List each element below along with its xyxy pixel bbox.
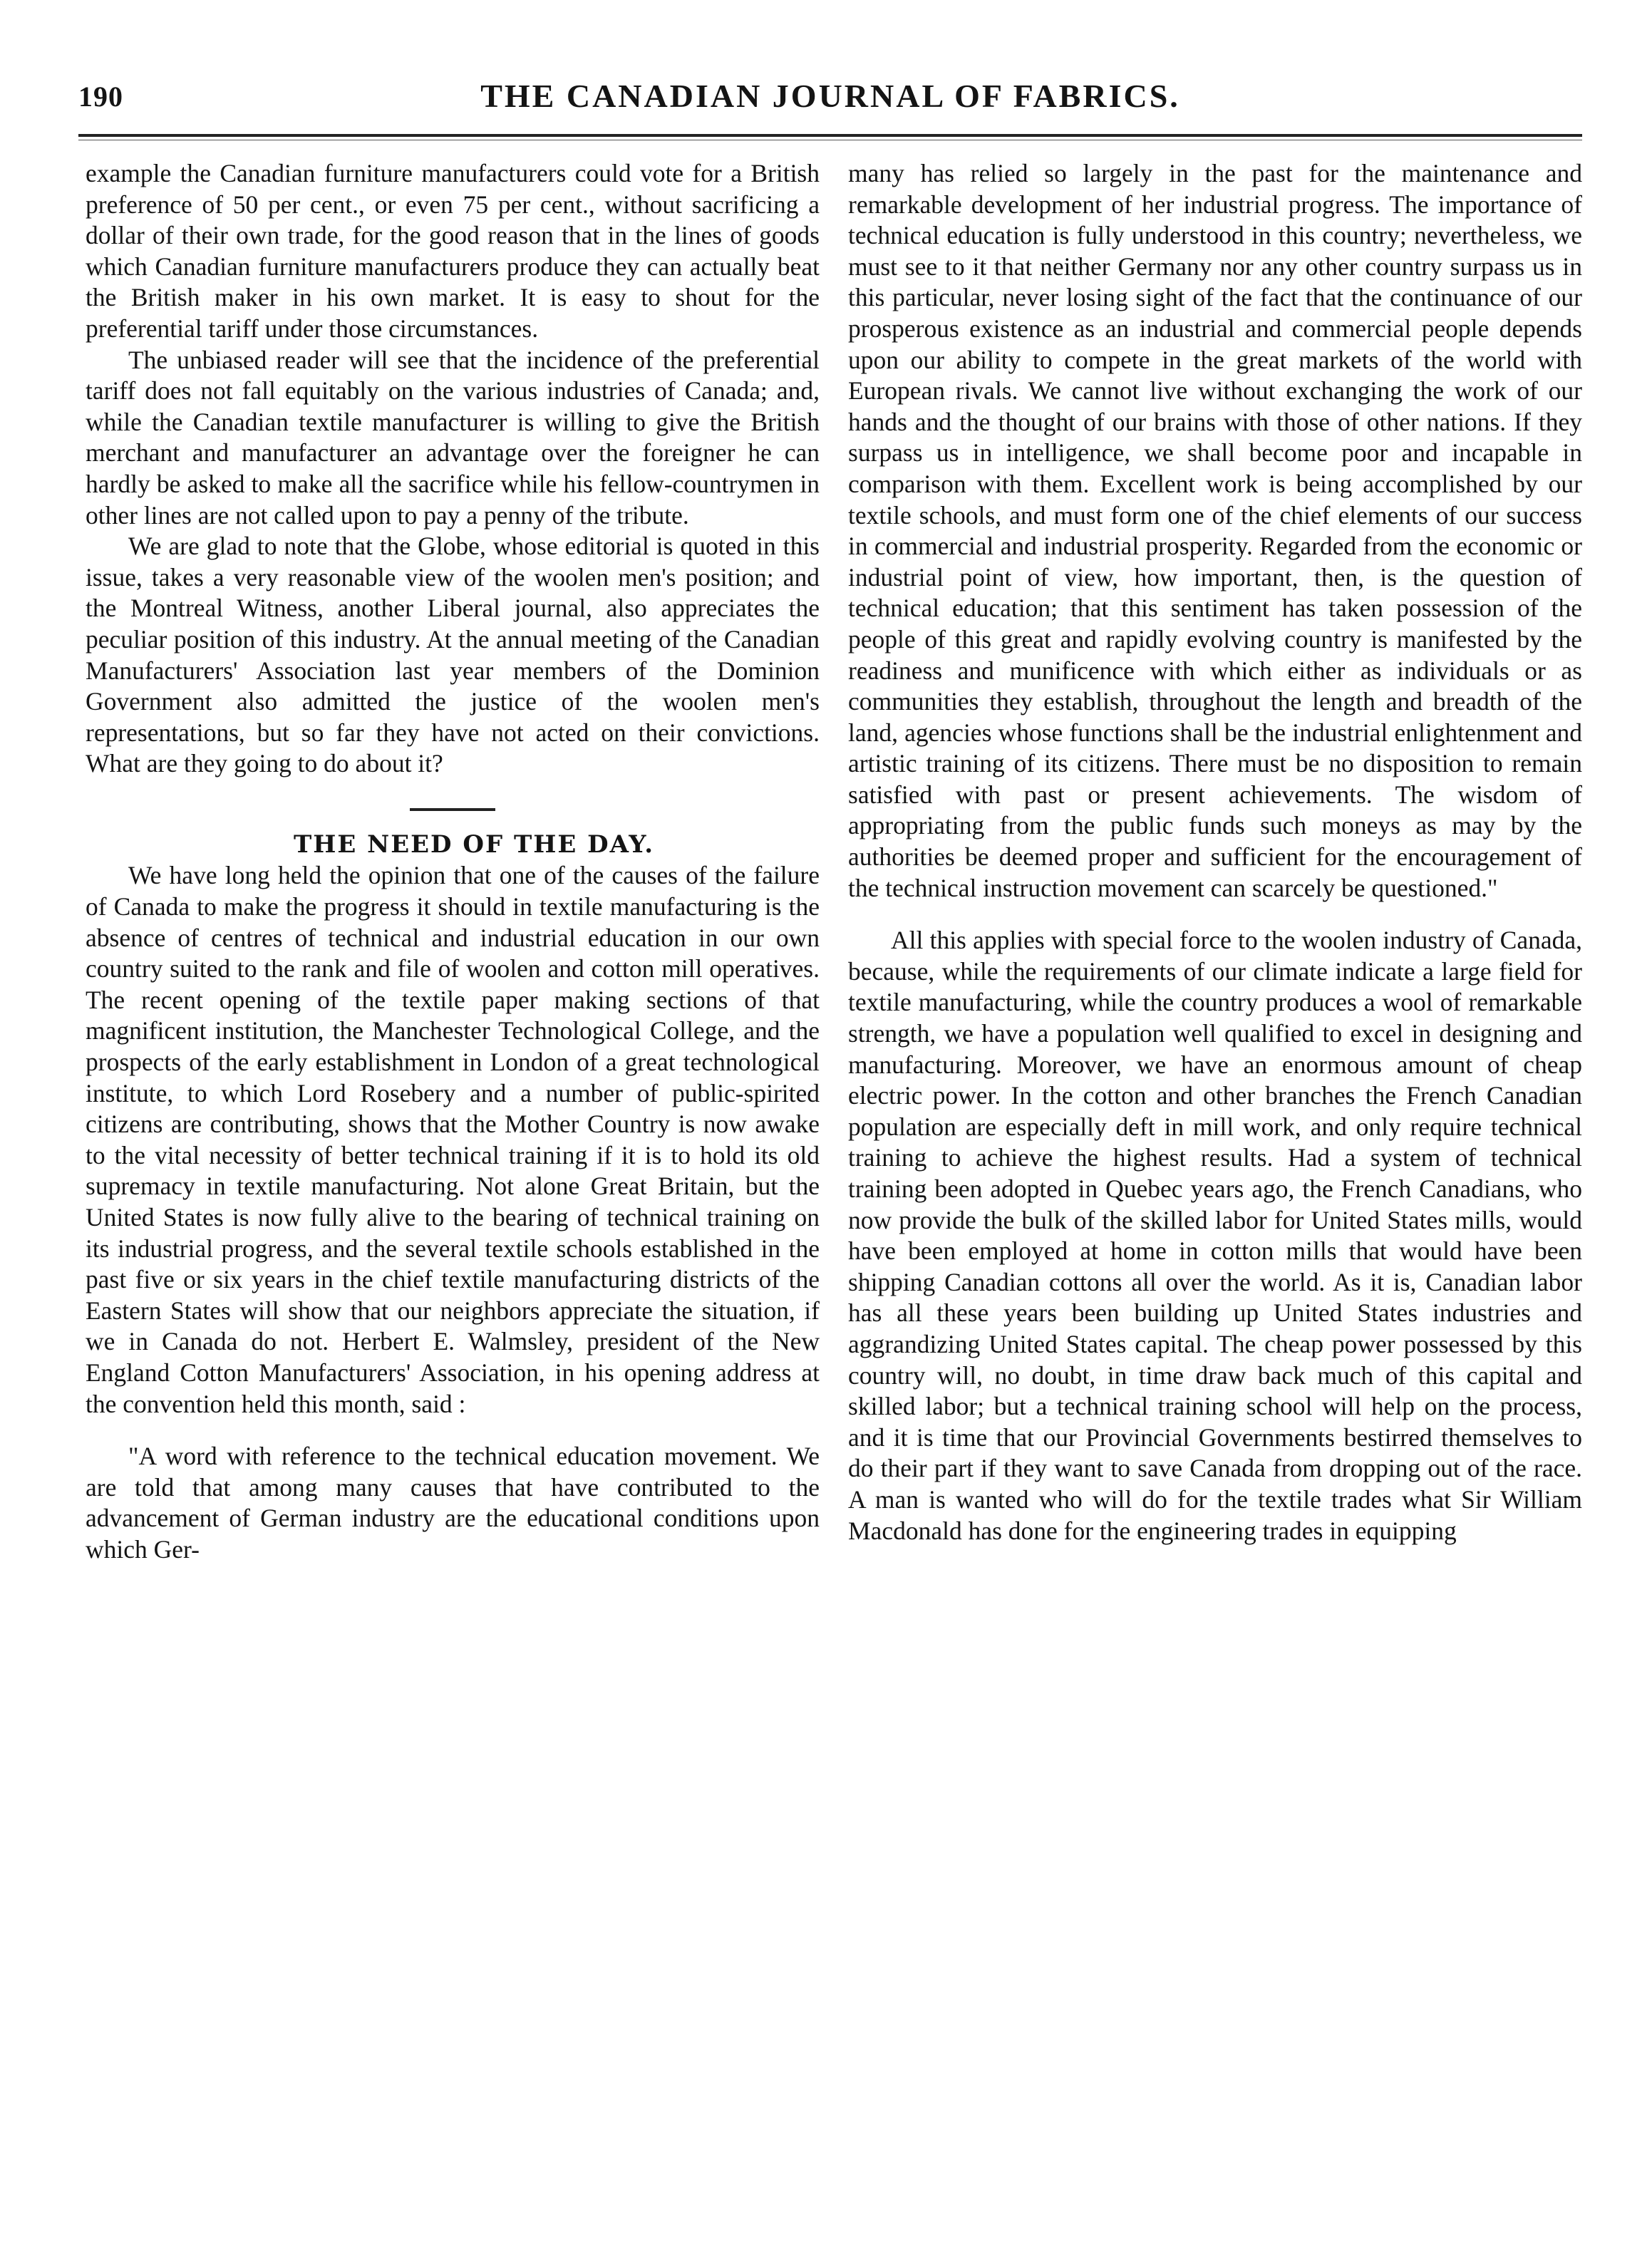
right-column (848, 158, 1582, 1546)
article-paragraph: All this applies with special force to the woolen industry of Canada, because, while the requirements of our climate indicate a large field for textile manufacturing, while the country produces a wool of remarkable strength, we have a population well qualified to excel in designing and manufacturing. Moreover, we have an enormous amount of cheap electric power. In the cotton and other branches the French Canadian population are especially deft in mill work, and only require technical training to achieve the highest results. Had a system of technical training been adopted in Quebec years ago, the French Canadians, who now provide the bulk of the skilled labor for United States mills, would have been employed at home in cotton mills that would have been shipping Canadian cottons all over the world. As it is, Canadian labor has all these years been building up United States industries and aggrandizing United States capital. The cheap power possessed by this country will, no doubt, in time draw back much of this capital and skilled labor; but a technical training school will help on the process, and it is time that our Provincial Governments bestirred themselves to do their part if they want to save Canada from dropping out of the race. A man is wanted who will do for the textile trades what Sir William Macdonald has done for the engineering trades in equipping (848, 926, 1582, 1545)
quote-paragraph: "A word with reference to the technical education movement. We are told that among many causes that have contributed to the advancement of German industry are the educational conditions upon which Ger- (86, 1442, 820, 1564)
page-header (78, 71, 1582, 121)
header-rule (78, 134, 1582, 137)
section-divider (410, 808, 495, 811)
article-paragraph: We have long held the opinion that one of the causes of the failure of Canada to make the progress it should in textile manufacturing is the absence of centres of technical and industrial education in our own country suited to the rank and file of woolen and cotton mill operatives. The recent opening of the textile paper making sections of that magnificent institution, the Manchester Technological College, and the prospects of the early establishment in London of a great technological institute, to which Lord Rosebery and a number of public-spirited citizens are contributing, shows that the Mother Country is now awake to the vital necessity of better technical training if it is to hold its old supremacy in textile manufacturing. Not alone Great Britain, but the United States is now fully alive to the bearing of technical training on its industrial progress, and the several textile schools established in the past five or six years in the chief textile manufacturing districts of the Eastern States will show that our neighbors appreciate the situation, if we in Canada do not. Herbert E. Walmsley, president of the New England Cotton Manufacturers' Association, in his opening address at the convention held this month, said : (86, 861, 820, 1418)
article-paragraph: The unbiased reader will see that the incidence of the preferential tariff does not fall equitably on the various industries of Canada; and, while the Canadian textile manufacturer is willing to give the British merchant and manufacturer an advantage over the foreigner he can hardly be asked to make all the sacrifice while his fellow-countrymen in other lines are not called upon to pay a penny of the tribute. (86, 345, 820, 530)
article-paragraph: We are glad to note that the Globe, whose editorial is quoted in this issue, takes a very reasonable view of the woolen men's position; and the Montreal Witness, another Liberal journal, also appreciates the peculiar position of this industry. At the annual meeting of the Canadian Manufacturers' Association last year members of the Dominion Government also admitted the justice of the woolen men's representations, but so far they have not acted on their convictions. What are they going to do about it? (86, 532, 820, 778)
quote-paragraph: many has relied so largely in the past for the maintenance and remarkable development of her industrial progress. The importance of technical education is fully understood in this country; nevertheless, we must see to it that neither Germany nor any other country surpass us in this particular, never losing sight of the fact that the continuance of our prosperous existence as an industrial and commercial people depends upon our ability to compete in the great markets of the world with European rivals. We cannot live without exchanging the work of our hands and the thought of our brains with those of other nations. If they surpass us in intelligence, we shall become poor and incapable in comparison with them. Excellent work is being accomplished by our textile schools, and must form one of the chief elements of our success in commercial and industrial prosperity. Regarded from the economic or industrial point of view, how important, then, is the question of technical education; that this sentiment has taken possession of the people of this great and rapidly evolving country is manifested by the readiness and munificence with which either as individuals or as communities they establish, throughout the length and breadth of the land, agencies whose functions shall be the industrial enlightenment and artistic training of its citizens. There must be no disposition to remain satisfied with past or present achievements. The wisdom of appropriating from the public funds such moneys as may by the authorities be deemed proper and sufficient for the encouragement of the technical instruction movement can scarcely be questioned." (848, 159, 1582, 902)
section-heading: THE NEED OF THE DAY. (293, 830, 655, 859)
journal-title: THE CANADIAN JOURNAL OF FABRICS. (480, 78, 1180, 114)
page-number: 190 (78, 81, 123, 113)
article-paragraph: example the Canadian furniture manufacturers could vote for a British preference of 50 per cent., or even 75 per cent., without sacrificing a dollar of their own trade, for the good reason that in the lines of goods which Canadian furniture manufacturers produce they can actually beat the British maker in his own market. It is easy to shout for the preferential tariff under those circumstances. (86, 159, 820, 343)
left-column (86, 158, 820, 1566)
